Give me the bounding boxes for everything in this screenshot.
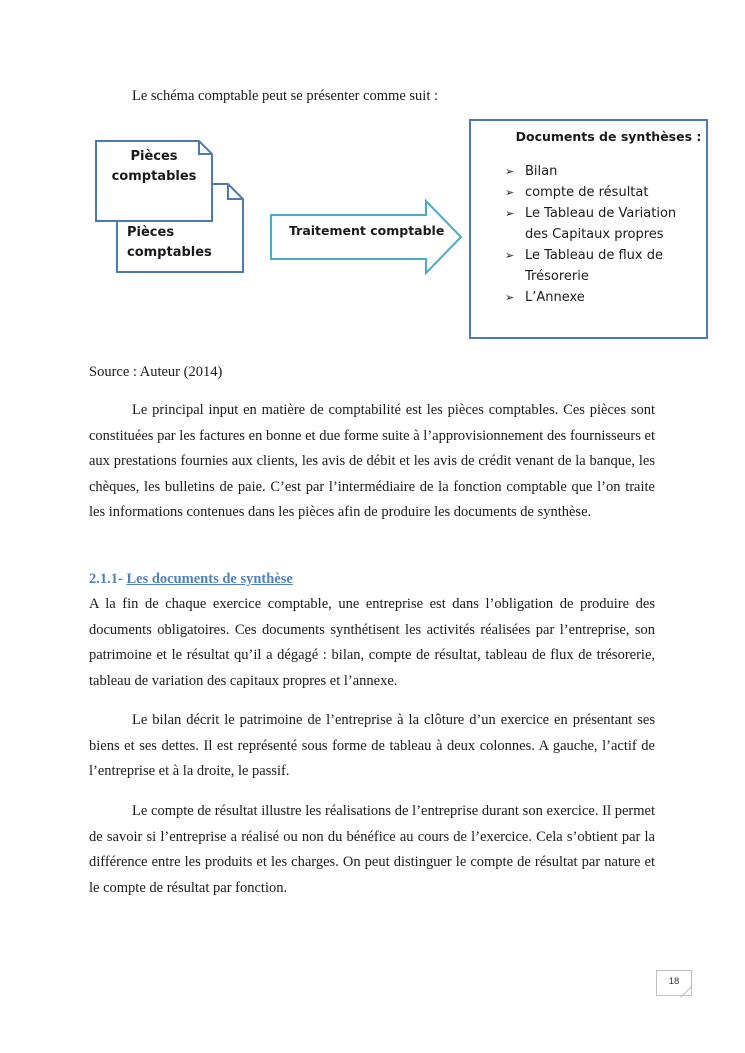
synthesis-list	[505, 161, 701, 308]
synthesis-item: ➢ L’Annexe	[505, 287, 701, 308]
arrow-bullet-icon: ➢	[505, 165, 515, 178]
synthesis-box	[469, 119, 708, 339]
arrow-bullet-icon: ➢	[505, 291, 515, 304]
paragraph-3: Le bilan décrit le patrimoine de l’entreprise à la clôture d’un exercice en présentant ses biens et ses dettes. Il est représenté sous forme de tableau à deux colonnes. A gauche, l’actif de l’entreprise et à la droite, le passif.	[89, 712, 655, 779]
synthesis-item: ➢ Bilan	[505, 161, 701, 182]
arrow-bullet-icon: ➢	[505, 249, 515, 262]
section-number: 2.1.1-	[89, 571, 123, 587]
synthesis-title: Documents de synthèses :	[515, 129, 702, 144]
arrow-bullet-icon: ➢	[505, 186, 515, 199]
section-heading	[89, 571, 293, 588]
synthesis-item: ➢ Le Tableau de flux de Trésorerie	[505, 245, 701, 287]
synthesis-item: ➢ Le Tableau de Variation des Capitaux propres	[505, 203, 701, 245]
section-title: Les documents de synthèse	[126, 571, 293, 587]
arrow-label: Traitement comptable	[289, 223, 445, 238]
arrow-bullet-icon: ➢	[505, 207, 515, 220]
page-number: 18	[656, 970, 692, 996]
paragraph-2: A la fin de chaque exercice comptable, une entreprise est dans l’obligation de produire des documents obligatoires. Ces documents synthétisent les activités réalisées par l’entreprise, son patrimoine et le résultat qu’il a dégagé : bilan, compte de résultat, tableau de flux de trésorerie, tableau de variation des capitaux propres et l’annexe.	[89, 596, 655, 689]
page-curl-icon	[680, 985, 694, 998]
document-label-front: Pièces comptables	[111, 149, 197, 184]
intro-text: Le schéma comptable peut se présenter comme suit :	[132, 88, 439, 104]
synthesis-item: ➢ compte de résultat	[505, 182, 701, 203]
source-caption: Source : Auteur (2014)	[89, 364, 223, 380]
paragraph-1: Le principal input en matière de comptabilité est les pièces comptables. Ces pièces sont constituées par les factures en bonne et due forme suite à l’approvisionnement des fournisseurs et aux prestations fournies aux clients, les avis de débit et les avis de crédit venant de la banque, les chèques, les bulletins de paie. C’est par l’intermédiaire de la fonction comptable que l’on traite les informations contenues dans les pièces afin de produire les documents de synthèse.	[89, 402, 655, 520]
document-label-back: Pièces comptables	[127, 225, 212, 260]
paragraph-4: Le compte de résultat illustre les réalisations de l’entreprise durant son exercice. Il permet de savoir si l’entreprise a réalisé ou non du bénéfice au cours de l’exercice. Cela s’obtient par la différence entre les produits et les charges. On peut distinguer le compte de résultat par nature et le compte de résultat par fonction.	[89, 803, 655, 896]
